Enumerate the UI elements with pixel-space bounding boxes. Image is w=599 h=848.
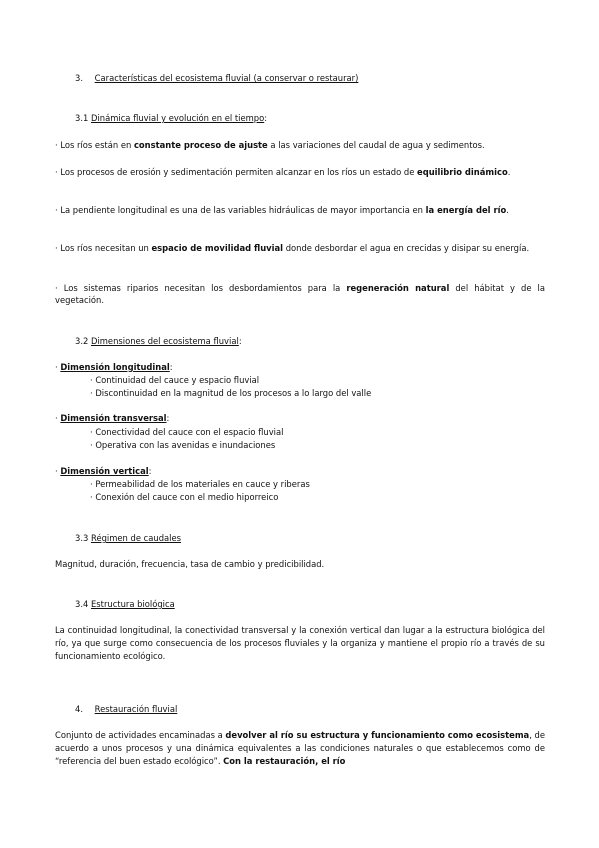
subsection-title: Régimen de caudales (91, 533, 181, 543)
dimension-item: · Discontinuidad en la magnitud de los procesos a lo largo del valle (90, 388, 372, 398)
subsection-title: Estructura biológica (91, 599, 175, 609)
section-title: Restauración fluvial (94, 704, 178, 714)
subsection-number: 3.1 (75, 113, 89, 123)
section-number: 4. (75, 704, 83, 714)
subsection-number: 3.4 (75, 599, 89, 609)
paragraph: Magnitud, duración, frecuencia, tasa de cambio y predicibilidad. (55, 559, 325, 569)
subsection-title: Dimensiones del ecosistema fluvial (91, 336, 239, 346)
bullet-paragraph: · Los procesos de erosión y sedimentación permiten alcanzar en los ríos un estado de equilibrio dinámico. (55, 167, 511, 177)
dimension-item: · Continuidad del cauce y espacio fluvial (90, 375, 260, 385)
dimension-label: · Dimensión transversal: (55, 413, 170, 423)
bold-term: Con la restauración, el río (223, 756, 346, 766)
dimension-item: · Conectividad del cauce con el espacio fluvial (90, 427, 284, 437)
dimension-item: · Permeabilidad de los materiales en cauce y riberas (90, 479, 310, 489)
bullet-paragraph: · Los ríos necesitan un espacio de movilidad fluvial donde desbordar el agua en crecidas y disipar su energía. (55, 243, 530, 253)
bold-term: constante proceso de ajuste (133, 140, 268, 150)
dimension-item: · Conexión del cauce con el medio hiporreico (90, 492, 279, 502)
subsection-3-2-heading: 3.2 Dimensiones del ecosistema fluvial: (75, 336, 242, 346)
bullet-paragraph: · Los sistemas riparios necesitan los desbordamientos para la regeneración natural del hábitat y de la vegetación. (55, 283, 545, 305)
bold-term: equilibrio dinámico (417, 167, 508, 177)
subsection-number: 3.2 (75, 336, 89, 346)
bold-term: regeneración natural (346, 283, 450, 293)
subsection-title: Dinámica fluvial y evolución en el tiempo (91, 113, 265, 123)
section-3-heading (75, 72, 358, 84)
bold-term: devolver al río su estructura y funcionamiento como ecosistema (225, 730, 530, 740)
bold-term: la energía del río (425, 205, 507, 215)
bullet-paragraph: · La pendiente longitudinal es una de las variables hidráulicas de mayor importancia en la energía del río. (55, 205, 509, 215)
dimension-label: · Dimensión longitudinal: (55, 362, 173, 372)
dimension-label: · Dimensión vertical: (55, 466, 152, 476)
subsection-number: 3.3 (75, 533, 89, 543)
subsection-3-1-heading: 3.1 Dinámica fluvial y evolución en el tiempo: (75, 113, 268, 123)
bullet-paragraph: · Los ríos están en constante proceso de ajuste a las variaciones del caudal de agua y sedimentos. (55, 140, 485, 150)
paragraph: La continuidad longitudinal, la conectividad transversal y la conexión vertical dan lugar a la estructura biológica del río, ya que surge como consecuencia de los procesos fluviales y la organiza y mantiene el propio río a través de su funcionamiento ecológico. (55, 625, 545, 661)
paragraph: Conjunto de actividades encaminadas a devolver al río su estructura y funcionamiento como ecosistema, de acuerdo a unos procesos y una dinámica equivalentes a las condiciones naturales o que establecemos como de “referencia del buen estado ecológico”. Con la restauración, el río (55, 730, 545, 766)
section-title: Características del ecosistema fluvial (a conservar o restaurar) (94, 73, 359, 83)
subsection-3-3-heading (75, 532, 181, 544)
bold-term: espacio de movilidad fluvial (151, 243, 284, 253)
dimension-item: · Operativa con las avenidas e inundaciones (90, 440, 276, 450)
section-4-heading (75, 703, 177, 715)
section-number: 3. (75, 73, 83, 83)
subsection-3-4-heading (75, 598, 175, 610)
